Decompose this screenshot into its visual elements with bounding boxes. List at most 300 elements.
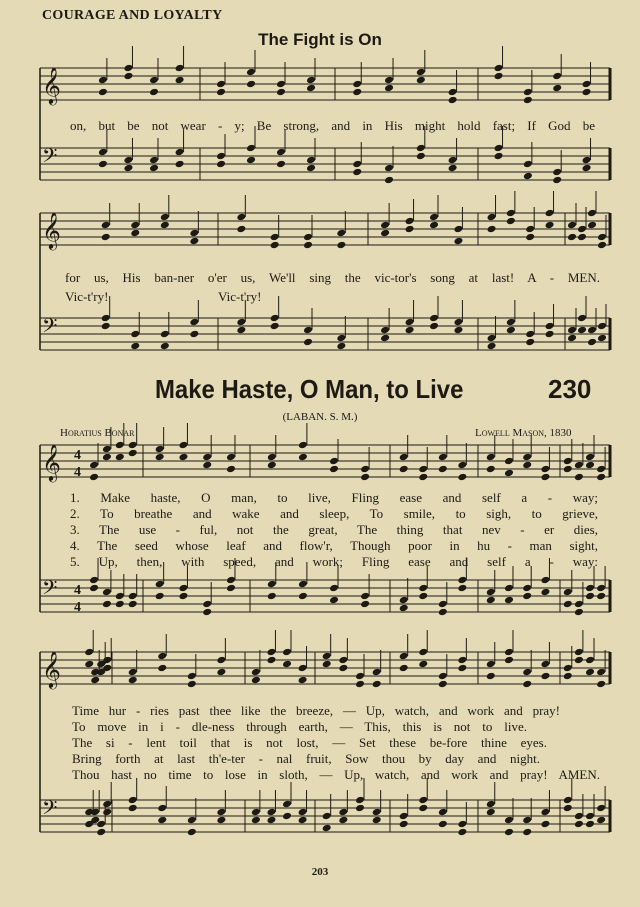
note-head — [160, 221, 170, 230]
note-head — [405, 318, 415, 327]
note-head — [577, 326, 587, 335]
note-head — [298, 580, 308, 589]
note-head — [338, 808, 348, 817]
note-head — [506, 318, 516, 327]
note-head — [384, 164, 394, 173]
note-head — [298, 664, 308, 673]
note-head — [567, 221, 577, 230]
note-head — [486, 453, 496, 462]
note-head — [597, 241, 607, 250]
note-head — [216, 656, 226, 665]
note-head — [123, 64, 133, 73]
note-head — [130, 330, 140, 339]
note-head — [399, 604, 409, 613]
note-head — [102, 808, 112, 817]
note-head — [540, 660, 550, 669]
note-head — [582, 80, 592, 89]
note-head — [276, 88, 286, 97]
note-head — [494, 152, 504, 161]
note-head — [282, 812, 292, 821]
note-head — [567, 334, 577, 343]
note-head — [276, 80, 286, 89]
note-head — [545, 209, 555, 218]
note-head — [178, 441, 188, 450]
note-head — [540, 465, 550, 474]
note-head — [266, 648, 276, 657]
note-head — [506, 217, 516, 226]
note-head — [597, 233, 607, 242]
hymn-title: The Fight is On — [258, 30, 382, 49]
hymn-title: Make Haste, O Man, to Live — [155, 374, 464, 404]
note-head — [216, 80, 226, 89]
note-head — [457, 820, 467, 829]
note-head — [457, 664, 467, 673]
bass-clef-icon: 𝄢 — [42, 796, 58, 824]
note-head — [303, 233, 313, 242]
note-head — [276, 148, 286, 157]
note-head — [352, 80, 362, 89]
note-head — [160, 213, 170, 222]
note-head — [384, 76, 394, 85]
note-head — [438, 820, 448, 829]
note-head — [380, 229, 390, 238]
note-head — [251, 676, 261, 685]
note-head — [552, 84, 562, 93]
note-head — [175, 76, 185, 85]
note-head — [267, 453, 277, 462]
note-head — [380, 221, 390, 230]
note-head — [585, 656, 595, 665]
note-head — [494, 72, 504, 81]
note-head — [338, 816, 348, 825]
note-head — [128, 804, 138, 813]
note-head — [189, 237, 199, 246]
note-head — [160, 342, 170, 351]
verse-line: 3. The use - ful, not the great, The thing that nev - er dies, — [70, 522, 598, 537]
note-head — [329, 584, 339, 593]
note-head — [298, 592, 308, 601]
note-head — [355, 796, 365, 805]
note-head — [202, 461, 212, 470]
note-head — [453, 237, 463, 246]
verse-line: 5. Up, then, with speed, and work; Fling ease and self a - way: — [70, 554, 598, 569]
note-head — [336, 334, 346, 343]
note-head — [216, 88, 226, 97]
note-head — [336, 241, 346, 250]
note-head — [155, 453, 165, 462]
note-head — [322, 652, 332, 661]
note-head — [418, 796, 428, 805]
note-head — [506, 326, 516, 335]
note-head — [453, 225, 463, 234]
note-head — [352, 168, 362, 177]
note-head — [282, 660, 292, 669]
note-head — [98, 148, 108, 157]
note-head — [98, 88, 108, 97]
treble-clef-icon: 𝄞 — [42, 211, 61, 249]
note-head — [267, 580, 277, 589]
note-head — [115, 592, 125, 601]
note-head — [563, 672, 573, 681]
note-head — [504, 584, 514, 593]
note-head — [405, 217, 415, 226]
note-head — [545, 221, 555, 230]
note-head — [149, 156, 159, 165]
note-head — [577, 314, 587, 323]
note-head — [189, 330, 199, 339]
note-head — [582, 164, 592, 173]
verse-line: The si - lent toil that is not lost, — Set these be-fore thine eyes. — [72, 735, 547, 750]
note-head — [574, 648, 584, 657]
note-head — [98, 160, 108, 169]
note-head — [418, 465, 428, 474]
note-head — [336, 342, 346, 351]
note-head — [494, 64, 504, 73]
note-head — [563, 465, 573, 474]
note-head — [89, 473, 99, 482]
note-head — [457, 828, 467, 837]
note-head — [574, 600, 584, 609]
note-head — [101, 221, 111, 230]
note-head — [563, 796, 573, 805]
note-head — [380, 326, 390, 335]
note-head — [128, 600, 138, 609]
note-head — [298, 441, 308, 450]
note-head — [380, 334, 390, 343]
note-head — [494, 144, 504, 153]
note-head — [504, 656, 514, 665]
note-head — [504, 596, 514, 605]
note-head — [360, 600, 370, 609]
note-head — [101, 233, 111, 242]
note-head — [175, 160, 185, 169]
note-head — [522, 680, 532, 689]
note-head — [178, 453, 188, 462]
note-head — [157, 804, 167, 813]
note-head — [226, 576, 236, 585]
note-head — [102, 588, 112, 597]
note-head — [577, 225, 587, 234]
note-head — [577, 233, 587, 242]
note-head — [522, 461, 532, 470]
note-head — [155, 580, 165, 589]
note-head — [504, 469, 514, 478]
lyric-line: for us, His ban-ner o'er us, We'll sing the vic-tor's song at last! A - MEN. — [65, 270, 600, 285]
note-head — [216, 808, 226, 817]
note-head — [338, 664, 348, 673]
note-head — [574, 812, 584, 821]
note-head — [101, 314, 111, 323]
note-head — [98, 76, 108, 85]
note-head — [202, 600, 212, 609]
note-head — [282, 648, 292, 657]
note-head — [384, 84, 394, 93]
note-head — [84, 648, 94, 657]
note-head — [336, 229, 346, 238]
note-head — [84, 660, 94, 669]
note-head — [563, 804, 573, 813]
note-head — [486, 588, 496, 597]
note-head — [96, 828, 106, 837]
lyric-line: on, but be not wear - y; Be strong, and in His might hold fast; If God be — [70, 118, 595, 133]
note-head — [102, 800, 112, 809]
note-head — [418, 592, 428, 601]
note-head — [123, 164, 133, 173]
note-head — [453, 326, 463, 335]
note-head — [90, 808, 100, 817]
note-head — [574, 608, 584, 617]
note-head — [438, 672, 448, 681]
note-head — [418, 660, 428, 669]
note-head — [236, 318, 246, 327]
treble-clef-icon: 𝄞 — [42, 66, 61, 104]
note-head — [89, 576, 99, 585]
note-head — [149, 76, 159, 85]
note-head — [270, 322, 280, 331]
note-head — [416, 76, 426, 85]
note-head — [522, 453, 532, 462]
note-head — [251, 808, 261, 817]
note-head — [418, 473, 428, 482]
note-head — [540, 588, 550, 597]
note-head — [329, 457, 339, 466]
note-head — [597, 322, 607, 331]
note-head — [448, 164, 458, 173]
note-head — [123, 72, 133, 81]
note-head — [585, 812, 595, 821]
note-head — [438, 465, 448, 474]
note-head — [303, 326, 313, 335]
section-heading: COURAGE AND LOYALTY — [42, 8, 223, 23]
note-head — [504, 457, 514, 466]
note-head — [574, 473, 584, 482]
note-head — [504, 648, 514, 657]
note-head — [187, 672, 197, 681]
note-head — [596, 465, 606, 474]
note-head — [574, 820, 584, 829]
note-head — [128, 796, 138, 805]
note-head — [115, 441, 125, 450]
note-head — [399, 664, 409, 673]
note-head — [525, 330, 535, 339]
note-head — [90, 676, 100, 685]
note-head — [266, 816, 276, 825]
note-head — [429, 221, 439, 230]
note-head — [270, 233, 280, 242]
note-head — [298, 676, 308, 685]
note-head — [266, 808, 276, 817]
note-head — [128, 668, 138, 677]
note-head — [270, 241, 280, 250]
verse-line: Bring forth at last th'e-ter - nal fruit, Sow thou by day and night. — [72, 751, 540, 766]
note-head — [587, 326, 597, 335]
note-head — [246, 144, 256, 153]
note-head — [585, 584, 595, 593]
refrain-word: Vic-t'ry! — [65, 289, 109, 304]
verse-line: 2. To breathe and wake and sleep, To smile, to sigh, to grieve, — [70, 506, 598, 521]
note-head — [523, 96, 533, 105]
note-head — [89, 584, 99, 593]
note-head — [399, 652, 409, 661]
note-head — [405, 326, 415, 335]
note-head — [405, 225, 415, 234]
note-head — [596, 584, 606, 593]
note-head — [128, 592, 138, 601]
verse-line: Time hur - ries past thee like the breeze, — Up, watch, and work and pray! — [72, 703, 560, 718]
note-head — [506, 209, 516, 218]
note-head — [178, 592, 188, 601]
note-head — [306, 164, 316, 173]
note-head — [597, 334, 607, 343]
note-head — [596, 473, 606, 482]
note-head — [486, 660, 496, 669]
note-head — [429, 314, 439, 323]
note-head — [276, 160, 286, 169]
note-head — [486, 808, 496, 817]
note-head — [567, 233, 577, 242]
note-head — [399, 453, 409, 462]
note-head — [149, 164, 159, 173]
note-head — [226, 453, 236, 462]
note-head — [545, 330, 555, 339]
note-head — [567, 326, 577, 335]
note-head — [128, 676, 138, 685]
note-head — [216, 160, 226, 169]
note-head — [202, 453, 212, 462]
note-head — [282, 800, 292, 809]
note-head — [384, 176, 394, 185]
note-head — [504, 816, 514, 825]
note-head — [155, 592, 165, 601]
note-head — [504, 828, 514, 837]
time-signature: 4 — [74, 600, 81, 615]
note-head — [486, 800, 496, 809]
note-head — [157, 664, 167, 673]
note-head — [448, 88, 458, 97]
note-head — [352, 160, 362, 169]
verse-line: 1. Make haste, O man, to live, Fling ease and self a - way; — [70, 490, 598, 505]
note-head — [246, 68, 256, 77]
note-head — [303, 241, 313, 250]
note-head — [246, 156, 256, 165]
note-head — [574, 656, 584, 665]
note-head — [306, 84, 316, 93]
treble-clef-icon: 𝄞 — [42, 443, 61, 481]
note-head — [226, 465, 236, 474]
note-head — [303, 338, 313, 347]
note-head — [322, 660, 332, 669]
note-head — [487, 213, 497, 222]
note-head — [372, 680, 382, 689]
note-head — [418, 648, 428, 657]
note-head — [486, 465, 496, 474]
note-head — [574, 461, 584, 470]
note-head — [429, 322, 439, 331]
note-head — [540, 473, 550, 482]
note-head — [486, 596, 496, 605]
note-head — [306, 156, 316, 165]
note-head — [585, 820, 595, 829]
note-head — [236, 326, 246, 335]
note-head — [587, 209, 597, 218]
note-head — [540, 820, 550, 829]
note-head — [160, 330, 170, 339]
note-head — [563, 588, 573, 597]
note-head — [525, 233, 535, 242]
note-head — [360, 473, 370, 482]
note-head — [155, 445, 165, 454]
note-head — [251, 816, 261, 825]
note-head — [115, 453, 125, 462]
note-head — [457, 656, 467, 665]
note-head — [298, 816, 308, 825]
note-head — [266, 656, 276, 665]
page-number: 203 — [311, 866, 329, 878]
note-head — [418, 584, 428, 593]
note-head — [522, 592, 532, 601]
hymn-number: 230 — [548, 374, 592, 404]
note-head — [457, 473, 467, 482]
note-head — [596, 680, 606, 689]
note-head — [457, 576, 467, 585]
note-head — [582, 156, 592, 165]
note-head — [585, 592, 595, 601]
note-head — [416, 68, 426, 77]
note-head — [102, 445, 112, 454]
note-head — [540, 672, 550, 681]
note-head — [399, 812, 409, 821]
note-head — [453, 318, 463, 327]
note-head — [438, 680, 448, 689]
note-head — [267, 592, 277, 601]
note-head — [523, 88, 533, 97]
note-head — [399, 820, 409, 829]
note-head — [128, 449, 138, 458]
verse-line: Thou hast no time to lose in sloth, — Up, watch, and work and pray! AMEN. — [72, 767, 600, 782]
note-head — [552, 176, 562, 185]
note-head — [457, 584, 467, 593]
note-head — [102, 600, 112, 609]
note-head — [487, 342, 497, 351]
note-head — [596, 804, 606, 813]
time-signature: 4 — [74, 448, 81, 463]
note-head — [418, 804, 428, 813]
note-head — [216, 668, 226, 677]
bass-clef-icon: 𝄢 — [42, 314, 58, 342]
note-head — [130, 229, 140, 238]
note-head — [246, 80, 256, 89]
note-head — [360, 592, 370, 601]
note-head — [89, 461, 99, 470]
note-head — [298, 453, 308, 462]
note-head — [522, 668, 532, 677]
note-head — [360, 465, 370, 474]
note-head — [322, 812, 332, 821]
note-head — [372, 816, 382, 825]
note-head — [596, 816, 606, 825]
note-head — [202, 608, 212, 617]
note-head — [187, 828, 197, 837]
note-head — [522, 584, 532, 593]
note-head — [352, 88, 362, 97]
note-head — [372, 808, 382, 817]
note-head — [298, 808, 308, 817]
note-head — [178, 584, 188, 593]
tune-name: (LABAN. S. M.) — [282, 411, 358, 423]
note-head — [487, 334, 497, 343]
note-head — [438, 608, 448, 617]
note-head — [587, 221, 597, 230]
